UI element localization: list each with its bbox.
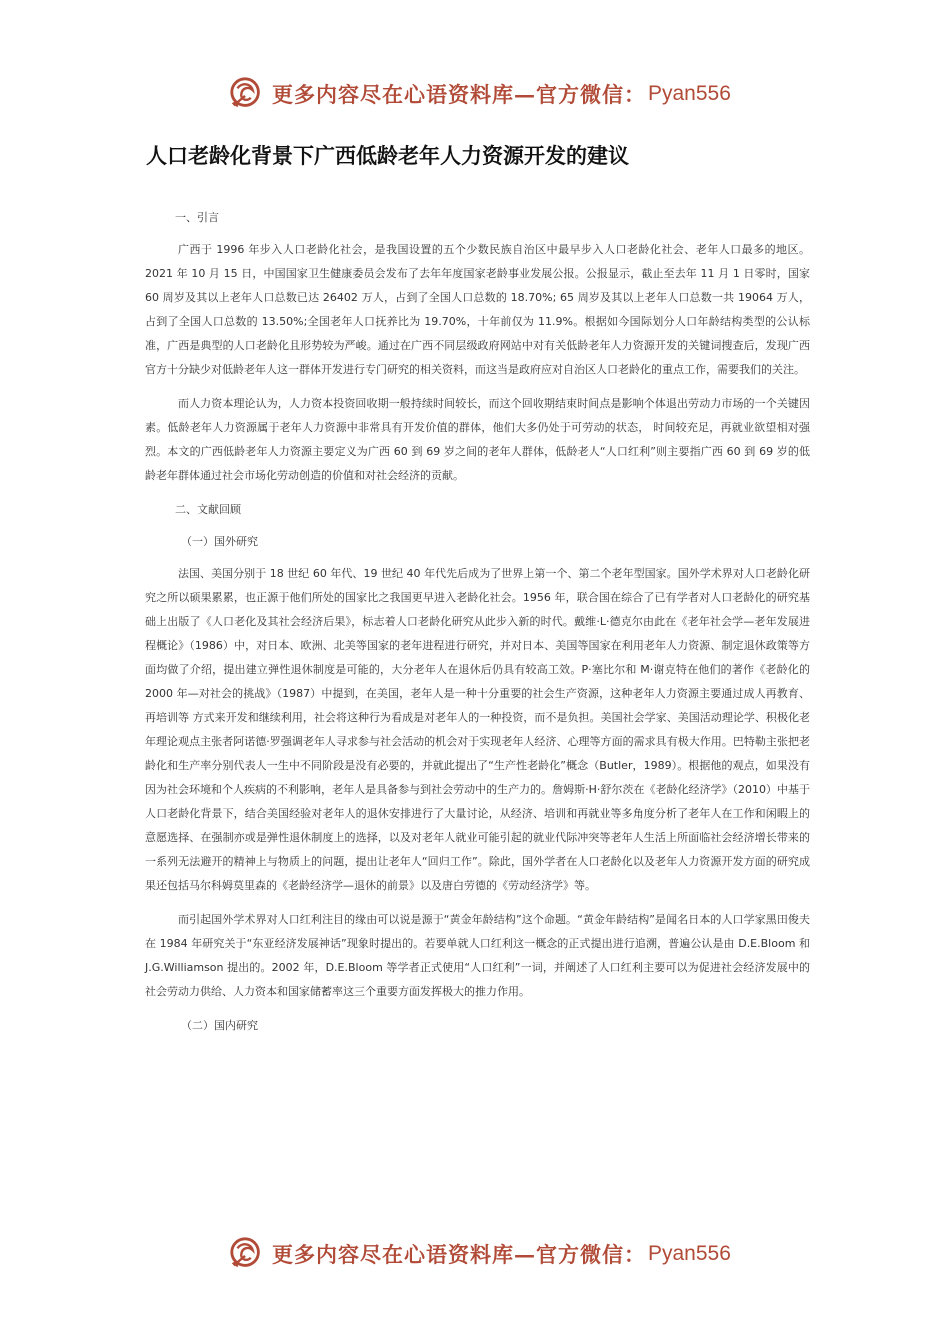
article-body (145, 200, 810, 1038)
paragraph: 广西于 1996 年步入人口老龄化社会，是我国设置的五个少数民族自治区中最早步入人口老龄化社会、老年人口最多的地区。2021 年 10 月 15 日，中国国家卫生健康委员会发布了去年年度国家老龄事业发展公报。公报显示，截止至去年 11 月 1 日零时，国家 60 周岁及其以上老年人口总数已达 26402 万人，占到了全国人口总数的 18.70%; 65 周岁及其以上老年人口总数一共 19064 万人，占到了全国人口总数的 13.50%;全国老年人口抚养比为 19.70%，十年前仅为 11.9%。根据如今国际划分人口年龄结构类型的公认标准，广西是典型的人口老龄化且形势较为严峻。通过在广西不同层级政府网站中对有关低龄老年人力资源开发的关键词搜查后，发现广西官方十分缺少对低龄老年人这一群体开发进行专门研究的相关资料，而这当是政府应对自治区人口老龄化的重点工作，需要我们的关注。 (145, 243, 810, 376)
watermark-wechat-id: Pyan556 (648, 1242, 731, 1265)
paragraph: 法国、美国分别于 18 世纪 60 年代、19 世纪 40 年代先后成为了世界上第一个、第二个老年型国家。国外学术界对人口老龄化研究之所以硕果累累，也正源于他们所处的国家比之我国更早进入老龄化社会。1956 年，联合国在综合了已有学者对人口老龄化的研究基础上出版了《人口老化及其社会经济后果》，标志着人口老龄化研究从此步入新的时代。戴维·L·德克尔由此在《老年社会学—老年发展进程概论》（1986）中，对日本、欧洲、北美等国家的老年进程进行研究，并对日本、美国等国家在利用老年人力资源、制定退休政策等方面均做了介绍，提出建立弹性退休制度是可能的，大分老年人在退休后仍具有较高工效。P·塞比尔和 M·谢克特在他们的著作《老龄化的 2000 年—对社会的挑战》（1987）中提到，在美国，老年人是一种十分重要的社会生产资源，这种老年人力资源主要通过成人再教育、再培训等 方式来开发和继续利用，社会将这种行为看成是对老年人的一种投资，而不是负担。美国社会学家、美国活动理论学、积极化老年理论观点主张者阿诺德·罗强调老年人寻求参与社会活动的机会对于实现老年人经济、心理等方面的需求具有极大作用。巴特勒主张把老龄化和生产率分别代表人一生中不同阶段是没有必要的，并就此提出了“生产性老龄化”概念（Butler，1989）。根据他的观点，如果没有因为社会环境和个人疾病的不利影响，老年人是具备参与到社会劳动中的生产力的。詹姆斯·H·舒尔茨在《老龄化经济学》（2010）中基于人口老龄化背景下，结合美国经验对老年人的退休安排进行了大量讨论，从经济、培训和再就业等多角度分析了老年人在工作和闲暇上的意愿选择、在强制亦或是弹性退休制度上的选择，以及对老年人就业可能引起的就业代际冲突等老年人生活上所面临社会经济增长带来的一系列无法避开的精神上与物质上的问题，提出让老年人“回归工作”。除此，国外学者在人口老龄化以及老年人力资源开发方面的研究成果还包括马尔科姆莫里森的《老龄经济学—退休的前景》以及唐白劳德的《劳动经济学》等。 (145, 567, 810, 892)
watermark-text: 更多内容尽在心语资料库—官方微信： (272, 1242, 646, 1267)
paragraph: 而引起国外学术界对人口红利注目的缘由可以说是源于“黄金年龄结构”这个命题。“黄金年龄结构”是闻名日本的人口学家黑田俊夫在 1984 年研究关于“东亚经济发展神话”现象时提出的。若要单就人口红利这一概念的正式提出进行追溯，普遍公认是由 D.E.Bloom 和 J.G.Williamson 提出的。2002 年，D.E.Bloom 等学者正式使用“人口红利”一词，并阐述了人口红利主要可以为促进社会经济发展中的社会劳动力供给、人力资本和国家储蓄率这三个重要方面发挥极大的推力作用。 (145, 913, 810, 998)
subsection-heading: （二）国内研究 (181, 1019, 258, 1032)
rose-logo-icon (228, 75, 266, 113)
rose-logo-icon (228, 1235, 266, 1273)
section-heading: 一、引言 (175, 211, 219, 224)
subsection-heading: （一）国外研究 (181, 535, 258, 548)
watermark-header (228, 74, 731, 114)
paragraph: 而人力资本理论认为，人力资本投资回收期一般持续时间较长，而这个回收期结束时间点是影响个体退出劳动力市场的一个关键因素。低龄老年人力资源属于老年人力资源中非常具有开发价值的群体，他们大多仍处于可劳动的状态， 时间较充足，再就业欲望相对强烈。本文的广西低龄老年人力资源主要定义为广西 60 到 69 岁之间的老年人群体，低龄老人“人口红利”则主要指广西 60 到 69 岁的低龄老年群体通过社会市场化劳动创造的价值和对社会经济的贡献。 (145, 397, 810, 482)
page-title: 人口老龄化背景下广西低龄老年人力资源开发的建议 (146, 144, 629, 168)
watermark-wechat-id: Pyan556 (648, 82, 731, 105)
section-heading: 二、文献回顾 (175, 503, 241, 516)
watermark-footer (228, 1234, 731, 1274)
watermark-text: 更多内容尽在心语资料库—官方微信： (272, 82, 646, 107)
